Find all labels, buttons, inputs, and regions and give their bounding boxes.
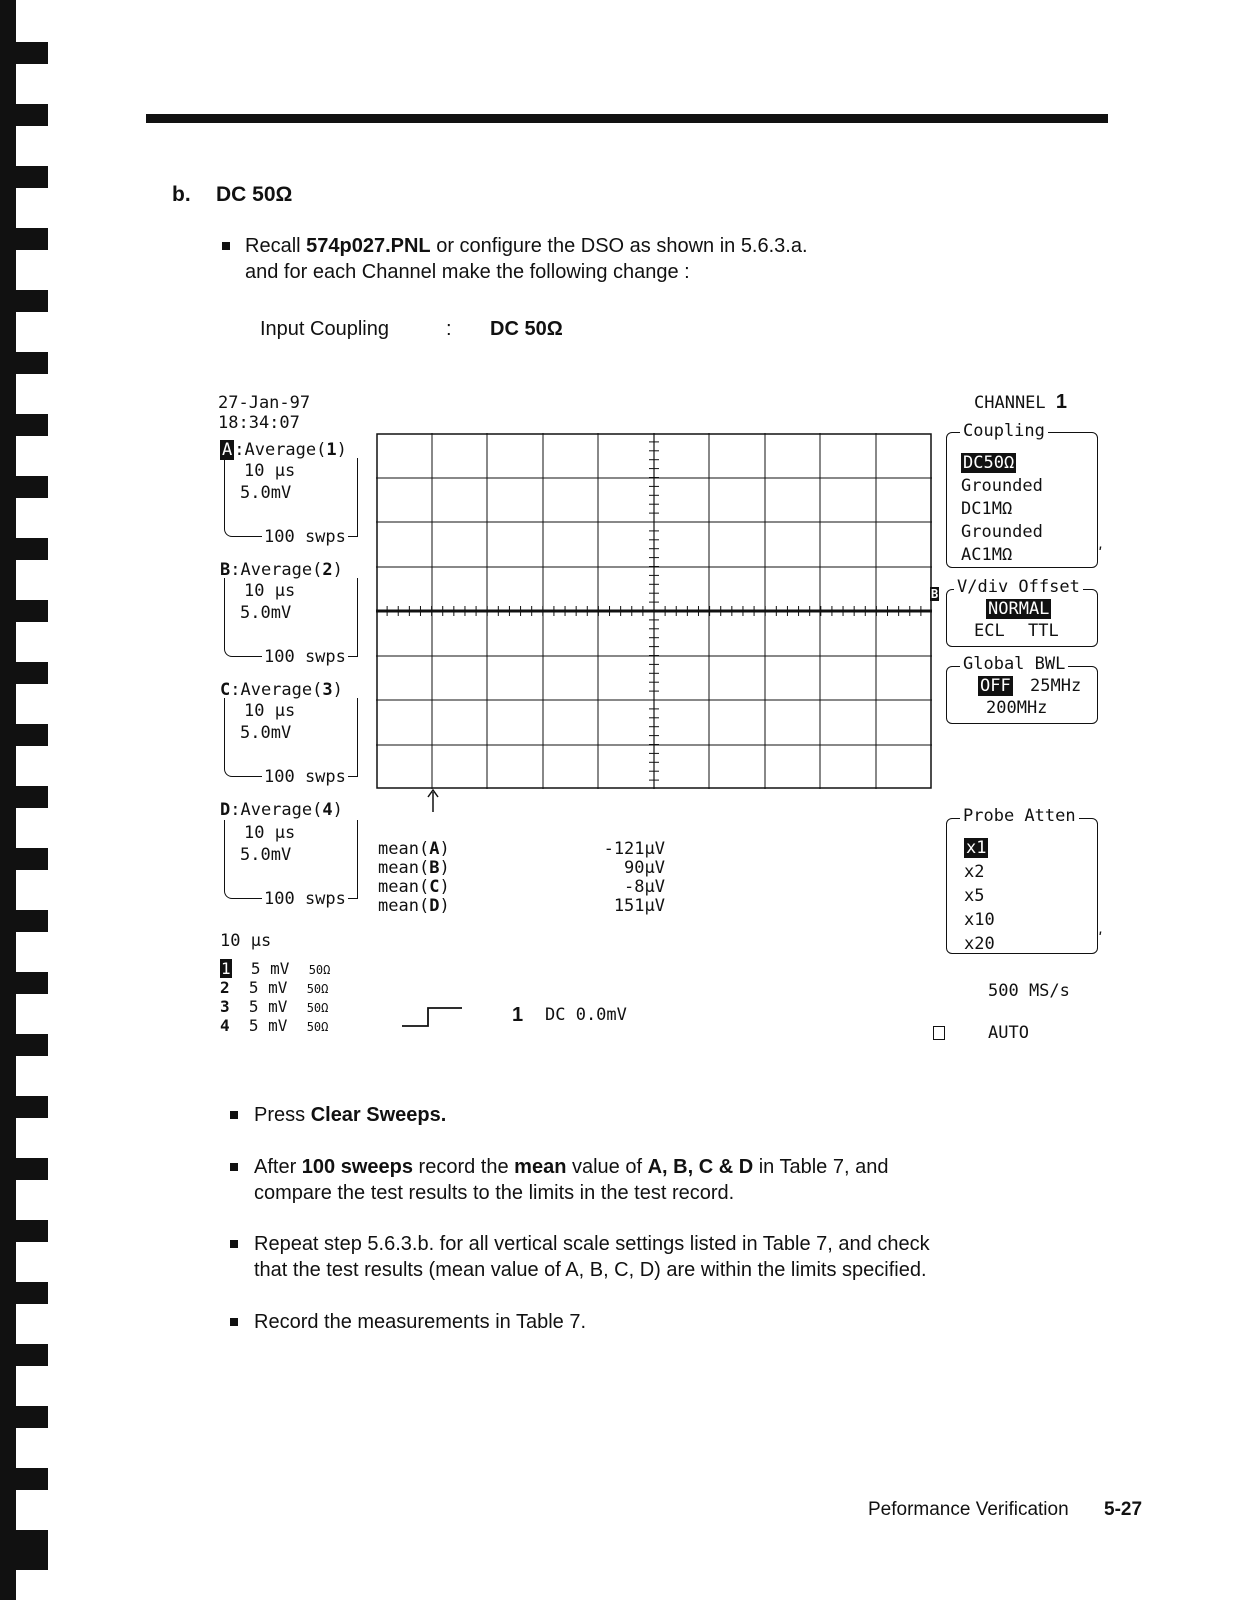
step-2-line-2: compare the test results to the limits in the test record. <box>254 1182 735 1204</box>
mean-text: mean( <box>378 877 430 897</box>
step-text: value of <box>566 1156 648 1178</box>
binding-tab <box>0 1158 48 1180</box>
binding-tab <box>0 166 48 188</box>
trace-d-volts: 5.0mV <box>240 845 292 865</box>
channel-volts: 5 mV <box>248 978 288 997</box>
vdiv-option-ttl[interactable]: TTL <box>1028 621 1059 641</box>
coupling-option[interactable]: AC1MΩ <box>961 545 1013 565</box>
channel-volts: 5 mV <box>248 1016 288 1035</box>
bullet <box>230 1318 238 1326</box>
mean-letter: C <box>429 877 440 897</box>
binding-tab <box>0 104 48 126</box>
probe-options <box>964 836 995 956</box>
trace-a-timebase: 10 µs <box>244 461 296 481</box>
trace-letter: A <box>222 440 233 460</box>
rising-edge-trigger-icon <box>402 1006 464 1028</box>
bwl-option-200mhz[interactable]: 200MHz <box>986 698 1048 718</box>
channel-impedance: 50Ω <box>306 1001 329 1015</box>
bullet <box>230 1163 238 1171</box>
coupling-option-selected[interactable] <box>961 452 1043 475</box>
bullet <box>230 1240 238 1248</box>
probe-atten-title: Probe Atten <box>960 807 1079 826</box>
coupling-options <box>961 452 1043 567</box>
channel-impedance: 50Ω <box>306 1020 329 1034</box>
binding-tab <box>0 1096 48 1118</box>
trace-b-timebase: 10 µs <box>244 581 296 601</box>
trace-letter: C <box>220 680 231 700</box>
binding-spine <box>0 0 48 1600</box>
step-bold: mean <box>514 1156 567 1178</box>
status-timebase: 10 µs <box>220 931 272 951</box>
measurement-label-c <box>378 878 450 897</box>
trace-num: 3 <box>322 680 333 700</box>
trace-b-marker: B <box>931 587 939 601</box>
binding-tab <box>0 910 48 932</box>
scope-graticule <box>376 433 932 789</box>
binding-tab <box>0 786 48 808</box>
step-1 <box>254 1102 446 1128</box>
binding-tab <box>0 538 48 560</box>
trace-letter: D <box>220 800 231 820</box>
vdiv-selected-text: NORMAL <box>988 599 1050 619</box>
measurement-value-d: 151µV <box>613 896 665 916</box>
mean-letter: A <box>429 839 440 859</box>
trace-func: :Average( <box>230 800 323 820</box>
binding-tab <box>0 1344 48 1366</box>
mean-letter: D <box>429 896 440 916</box>
menu-header-channel: 1 <box>1055 391 1068 413</box>
coupling-option[interactable]: Grounded <box>961 522 1043 542</box>
mean-text: mean( <box>378 896 430 916</box>
binding-tab <box>0 1530 48 1570</box>
probe-option[interactable]: x2 <box>964 862 985 882</box>
step-text: Press <box>254 1104 311 1126</box>
channel-row-2 <box>220 979 330 998</box>
coupling-selected-text: DC50Ω <box>963 453 1015 473</box>
channel-list <box>220 960 330 1036</box>
trace-num: 2 <box>322 560 333 580</box>
channel-impedance: 50Ω <box>308 963 331 977</box>
trace-func: ) <box>332 560 343 580</box>
binding-tab <box>0 724 48 746</box>
panel-file-name: 574p027.PNL <box>306 235 431 257</box>
trace-num: 1 <box>326 440 337 460</box>
bwl-option-25mhz[interactable]: 25MHz <box>1030 676 1082 696</box>
channel-num: 2 <box>220 978 230 997</box>
binding-tab <box>0 600 48 622</box>
probe-option-selected[interactable] <box>964 836 995 860</box>
measurement-value-b: 90µV <box>624 858 665 878</box>
trace-c-timebase: 10 µs <box>244 701 296 721</box>
probe-option[interactable]: x20 <box>964 934 995 954</box>
binding-tab <box>0 352 48 374</box>
step-2-line-1 <box>254 1154 888 1180</box>
measurements-values <box>560 840 665 916</box>
binding-tab <box>0 1034 48 1056</box>
trace-func: ) <box>336 440 347 460</box>
measurement-label-a <box>378 840 450 859</box>
intro-line-1 <box>245 233 808 259</box>
setting-name: Input Coupling <box>260 318 389 340</box>
trace-func: :Average( <box>234 440 327 460</box>
trace-a-sweeps: 100 swps <box>264 527 346 547</box>
binding-tab <box>0 1468 48 1490</box>
intro-text: or configure the DSO as shown in 5.6.3.a. <box>430 235 808 257</box>
step-3-line-1: Repeat step 5.6.3.b. for all vertical scale settings listed in Table 7, and check <box>254 1233 930 1255</box>
channel-num: 1 <box>221 959 231 978</box>
trace-d-label <box>220 801 343 820</box>
coupling-title: Coupling <box>960 422 1048 441</box>
trace-c-box <box>224 698 358 777</box>
mean-text: ) <box>439 877 450 897</box>
probe-option[interactable]: x5 <box>964 886 985 906</box>
bwl-selected-text: OFF <box>980 676 1011 696</box>
step-bold: A, B, C & D <box>647 1156 754 1178</box>
trace-b-sweeps: 100 swps <box>264 647 346 667</box>
section-title: DC 50Ω <box>216 183 293 206</box>
trigger-mode: AUTO <box>988 1023 1029 1043</box>
probe-selected-text: x1 <box>966 838 987 858</box>
menu-more-icon: ʹ <box>1096 931 1105 947</box>
sample-rate: 500 MS/s <box>988 981 1070 1001</box>
menu-header <box>974 393 1067 413</box>
trace-func: ) <box>332 800 343 820</box>
probe-option[interactable]: x10 <box>964 910 995 930</box>
bullet <box>230 1111 238 1119</box>
channel-row-3 <box>220 998 330 1017</box>
channel-impedance: 50Ω <box>306 982 329 996</box>
vdiv-offset-title: V/div Offset <box>954 578 1083 597</box>
coupling-option[interactable]: DC1MΩ <box>961 499 1013 519</box>
binding-tab <box>0 1282 48 1304</box>
trigger-position-arrow-icon <box>427 788 439 812</box>
mean-text: mean( <box>378 858 430 878</box>
trigger-coupling: DC 0.0mV <box>545 1005 627 1025</box>
binding-tab <box>0 1220 48 1242</box>
acquisition-status-icon <box>933 1026 945 1040</box>
vdiv-option-selected[interactable] <box>986 600 1051 619</box>
page-number: 5-27 <box>1104 1499 1143 1520</box>
header-rule <box>146 114 1108 123</box>
binding-tab <box>0 1406 48 1428</box>
trigger-channel: 1 <box>512 1004 524 1026</box>
trace-c-sweeps: 100 swps <box>264 767 346 787</box>
trace-d-sweeps: 100 swps <box>264 889 346 909</box>
trace-d-timebase: 10 µs <box>244 823 296 843</box>
section-label: b. <box>172 183 191 206</box>
measurement-label-b <box>378 859 450 878</box>
mean-letter: B <box>429 858 440 878</box>
binding-tab <box>0 414 48 436</box>
mean-text: ) <box>439 858 450 878</box>
binding-tab <box>0 662 48 684</box>
step-4: Record the measurements in Table 7. <box>254 1311 587 1333</box>
setting-value: DC 50Ω <box>490 318 563 340</box>
intro-text: Recall <box>245 235 307 257</box>
menu-header-text: CHANNEL <box>974 393 1046 413</box>
binding-tab <box>0 476 48 498</box>
global-bwl-title: Global BWL <box>960 655 1068 674</box>
channel-row-4 <box>220 1017 330 1036</box>
measurement-value-a: -121µV <box>603 839 665 859</box>
trace-func: ) <box>332 680 343 700</box>
step-text: record the <box>413 1156 515 1178</box>
bwl-option-selected[interactable] <box>978 677 1013 696</box>
trace-a-box <box>224 458 358 537</box>
step-3-line-2: that the test results (mean value of A, B, C, D) are within the limits specified. <box>254 1259 927 1281</box>
measurement-value-c: -8µV <box>624 877 665 897</box>
channel-row-1 <box>220 960 330 979</box>
vdiv-option-ecl[interactable]: ECL <box>974 621 1005 641</box>
binding-tab <box>0 228 48 250</box>
mean-text: ) <box>439 839 450 859</box>
step-bold: 100 sweeps <box>301 1156 413 1178</box>
trace-a-volts: 5.0mV <box>240 483 292 503</box>
binding-tab <box>0 972 48 994</box>
trace-b-volts: 5.0mV <box>240 603 292 623</box>
channel-num: 4 <box>220 1016 230 1035</box>
trace-letter: B <box>220 560 231 580</box>
menu-more-icon: ʹ <box>1096 546 1105 562</box>
trace-d-box <box>224 820 358 899</box>
channel-volts: 5 mV <box>250 959 290 978</box>
measurement-label-d <box>378 897 450 916</box>
scope-date: 27-Jan-97 <box>218 393 311 413</box>
trace-num: 4 <box>322 800 333 820</box>
channel-volts: 5 mV <box>248 997 288 1016</box>
scope-time: 18:34:07 <box>218 413 300 433</box>
footer-title: Peformance Verification <box>868 1499 1069 1520</box>
mean-text: mean( <box>378 839 430 859</box>
trace-c-volts: 5.0mV <box>240 723 292 743</box>
binding-tab <box>0 42 48 64</box>
trace-func: :Average( <box>230 560 323 580</box>
trace-func: :Average( <box>230 680 323 700</box>
channel-num: 3 <box>220 997 230 1016</box>
clear-sweeps-label: Clear Sweeps. <box>310 1104 447 1126</box>
mean-text: ) <box>439 896 450 916</box>
measurements-labels <box>378 840 450 916</box>
bullet <box>222 242 230 250</box>
trace-b-box <box>224 578 358 657</box>
binding-tab <box>0 290 48 312</box>
coupling-option[interactable]: Grounded <box>961 476 1043 496</box>
binding-tab <box>0 848 48 870</box>
step-text: in Table 7, and <box>753 1156 889 1178</box>
intro-line-2: and for each Channel make the following change : <box>245 261 690 283</box>
step-text: After <box>254 1156 302 1178</box>
setting-colon: : <box>446 318 452 340</box>
